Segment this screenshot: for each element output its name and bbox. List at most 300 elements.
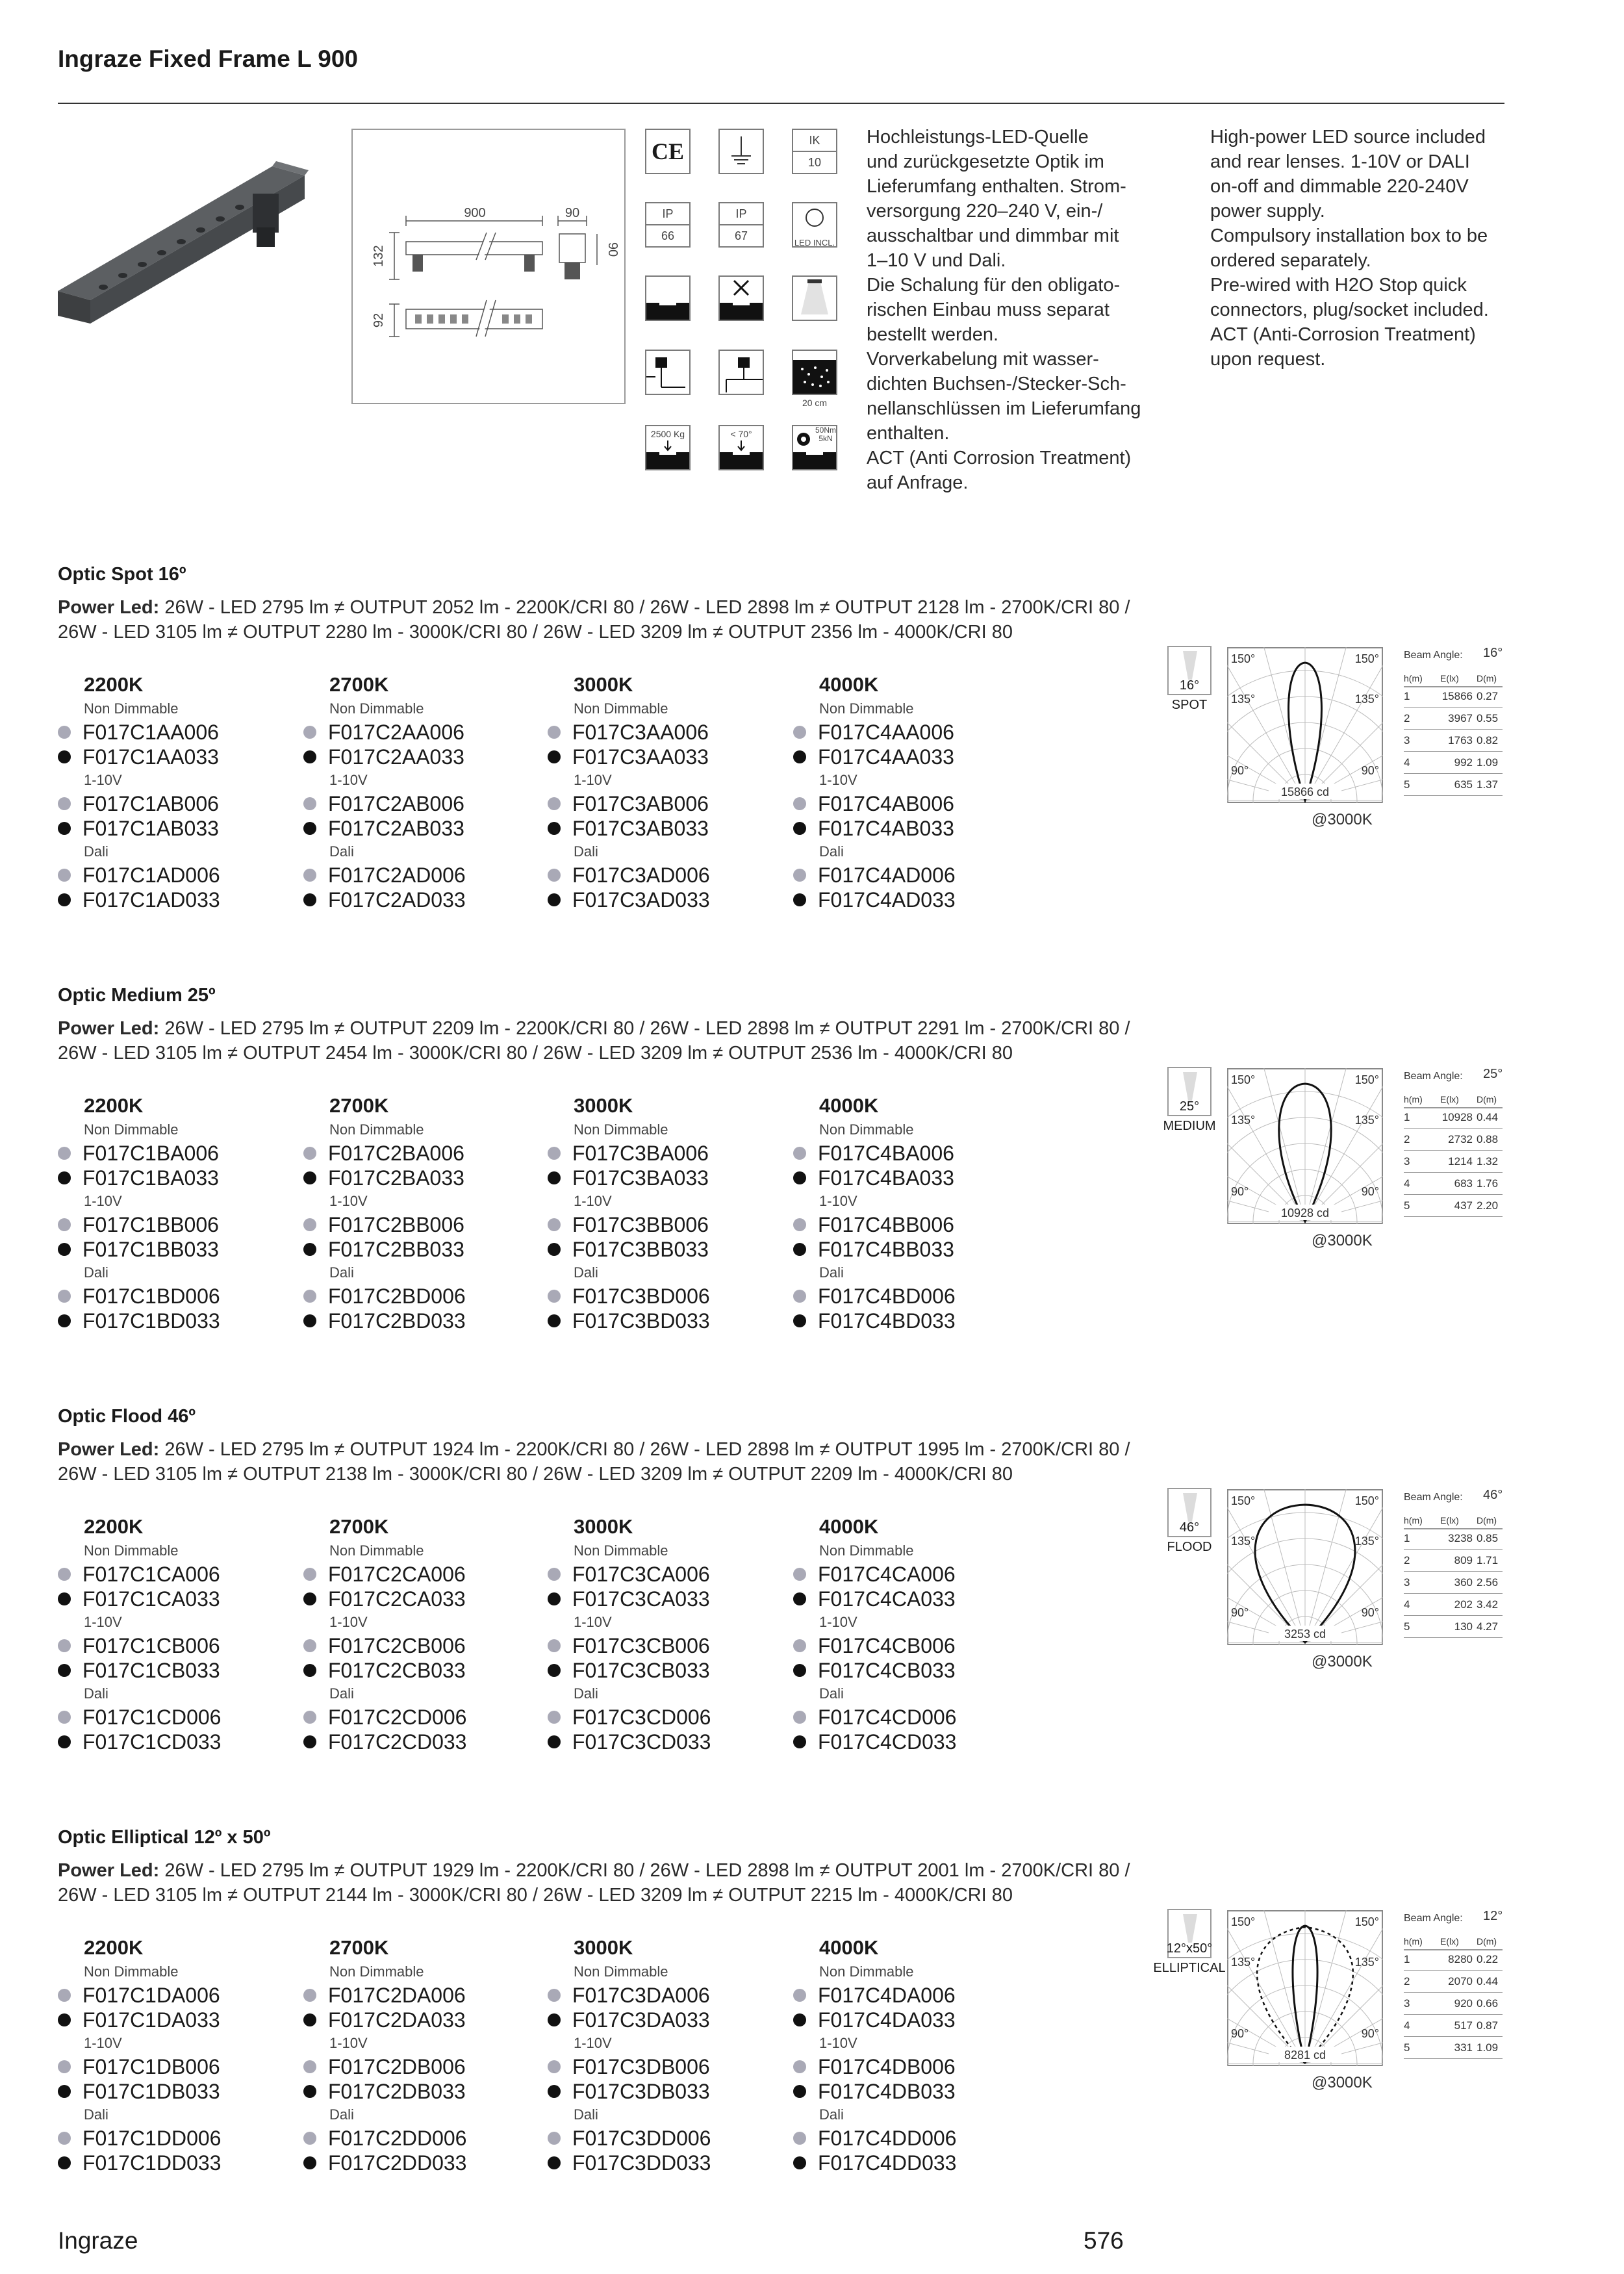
product-code-text: F017C2BD033: [328, 1309, 466, 1333]
polar-distribution-chart: [1227, 647, 1383, 803]
product-code-text: F017C4DA006: [818, 1984, 956, 2007]
dimming-type-label: Non Dimmable: [329, 1542, 424, 1559]
product-code: [58, 1212, 298, 1237]
dimming-type-label: Dali: [574, 843, 598, 860]
table-cell: 0.85: [1477, 1532, 1499, 1544]
polar-distribution-chart: [1227, 1068, 1383, 1224]
product-code-text: F017C3CA033: [572, 1587, 710, 1611]
product-code-text: F017C4AA033: [818, 745, 954, 769]
cable-entry-icon: [718, 350, 764, 395]
peak-candela-label: 10928 cd: [1280, 1207, 1330, 1220]
peak-candela-label: 3253 cd: [1284, 1628, 1326, 1641]
product-code: [548, 1166, 788, 1190]
beam-angle-badge: 46°: [1179, 1520, 1200, 1535]
grey-finish-dot: [793, 797, 806, 810]
polar-angle-label: 150°: [1231, 652, 1256, 665]
product-code-text: F017C4AB033: [818, 817, 954, 840]
table-row: [1404, 1974, 1503, 1993]
product-code-text: F017C3CD006: [572, 1706, 711, 1729]
product-code: [303, 816, 544, 841]
dimming-type-label: Dali: [574, 1264, 598, 1281]
description-line: ACT (Anti-Corrosion Treatment): [1210, 324, 1476, 345]
product-code-text: F017C1CB033: [82, 1659, 220, 1682]
optic-beam-icon: [1150, 1067, 1228, 1145]
grey-finish-dot: [303, 1218, 316, 1231]
dimming-type-label: Dali: [574, 2106, 598, 2123]
table-header-cell: h(m): [1404, 673, 1423, 683]
power-line-1: 26W - LED 2795 lm ≠ OUTPUT 1924 lm - 2200K/CRI 80 / 26W - LED 2898 lm ≠ OUTPUT 1995 lm - 2700K/CRI 80 /: [164, 1439, 1130, 1460]
description-line: Vorverkabelung mit wasser-: [867, 349, 1099, 370]
black-finish-dot: [303, 1592, 316, 1605]
product-code-text: F017C1DA033: [82, 2008, 220, 2032]
optic-title: Optic Elliptical 12º x 50º: [58, 1827, 271, 1848]
product-code: [303, 1562, 544, 1587]
black-finish-dot: [793, 1171, 806, 1184]
dimming-type-label: Non Dimmable: [329, 1121, 424, 1138]
product-code-text: F017C3BD033: [572, 1309, 710, 1333]
description-line: bestellt werden.: [867, 324, 999, 345]
table-cell: 1.71: [1477, 1554, 1499, 1566]
product-code: [303, 791, 544, 816]
grey-finish-dot: [793, 2060, 806, 2073]
product-code: [58, 1983, 298, 2008]
product-code-text: F017C4AD006: [818, 863, 956, 887]
product-code-text: F017C1AA006: [82, 721, 219, 744]
polar-angle-label: 90°: [1361, 1606, 1379, 1619]
ce-mark-icon: CE: [645, 129, 691, 174]
color-temp-column: [793, 1515, 1034, 1754]
ip66-rating-icon: IP 66: [645, 202, 691, 248]
product-code: [58, 1166, 298, 1190]
polar-angle-label: 135°: [1354, 1956, 1379, 1969]
product-code-text: F017C4DD033: [818, 2151, 957, 2175]
product-code: [793, 745, 1034, 769]
table-row: [1404, 733, 1503, 752]
color-temp-column: [548, 1094, 788, 1333]
grey-finish-dot: [303, 1711, 316, 1724]
power-line-2: 26W - LED 3105 lm ≠ OUTPUT 2138 lm - 3000K/CRI 80 / 26W - LED 3209 lm ≠ OUTPUT 2209 lm - 4000K/CRI 80: [58, 1464, 1013, 1485]
dimming-type-label: 1-10V: [329, 772, 368, 788]
product-code-text: F017C3AA006: [572, 721, 709, 744]
polar-angle-label: 90°: [1231, 764, 1249, 777]
black-finish-dot: [548, 750, 561, 763]
product-code-text: F017C2AB033: [328, 817, 464, 840]
polar-angle-label: 135°: [1231, 693, 1256, 706]
product-code: [58, 791, 298, 816]
product-code-text: F017C2DB006: [328, 2055, 466, 2078]
product-code: [58, 2151, 298, 2175]
black-finish-dot: [58, 2013, 71, 2026]
product-code-text: F017C3BB033: [572, 1238, 709, 1261]
product-code-text: F017C1AD006: [82, 863, 220, 887]
color-temp-column: [303, 1094, 544, 1333]
dimming-type-label: Dali: [84, 1264, 108, 1281]
dimming-type-label: Dali: [574, 1685, 598, 1702]
table-cell: 809: [1454, 1554, 1473, 1566]
black-finish-dot: [548, 1314, 561, 1327]
product-code-text: F017C3DB006: [572, 2055, 710, 2078]
dim-length: 900: [464, 206, 486, 220]
dimming-type-label: Dali: [84, 843, 108, 860]
product-code: [548, 2151, 788, 2175]
table-cell: 437: [1454, 1199, 1473, 1212]
product-code: [793, 1705, 1034, 1730]
product-code-text: F017C2CD033: [328, 1730, 467, 1754]
grey-finish-dot: [58, 726, 71, 739]
description-line: rischen Einbau muss separat: [867, 300, 1110, 320]
product-code-text: F017C4AD033: [818, 888, 956, 912]
table-cell: 331: [1454, 2041, 1473, 2054]
table-header-row: [1404, 1514, 1503, 1529]
table-header-row: [1404, 1093, 1503, 1108]
description-line: Pre-wired with H2O Stop quick: [1210, 275, 1467, 296]
product-code-text: F017C2CB006: [328, 1634, 466, 1657]
black-finish-dot: [303, 2156, 316, 2169]
grey-finish-dot: [793, 1290, 806, 1303]
product-code-text: F017C4DD006: [818, 2127, 957, 2150]
table-cell: 1.76: [1477, 1177, 1499, 1190]
product-code-text: F017C2BD006: [328, 1284, 466, 1308]
product-code-text: F017C1BB033: [82, 1238, 219, 1261]
product-code-text: F017C2BA006: [328, 1142, 464, 1165]
grey-finish-dot: [303, 726, 316, 739]
product-code: [793, 1237, 1034, 1262]
polar-angle-label: 90°: [1361, 2027, 1379, 2040]
grey-finish-dot: [548, 1711, 561, 1724]
table-cell: 1: [1404, 690, 1410, 702]
table-cell: 0.55: [1477, 712, 1499, 724]
color-temp-column: [58, 1094, 298, 1333]
wiring-icon: [645, 350, 691, 395]
table-cell: 1763: [1448, 734, 1473, 747]
table-header-cell: E(lx): [1440, 1094, 1459, 1105]
grey-finish-dot: [58, 1147, 71, 1160]
product-code: [303, 1309, 544, 1333]
light-beam-icon: [792, 275, 837, 321]
optic-title: Optic Medium 25º: [58, 985, 216, 1006]
product-code-text: F017C2DD033: [328, 2151, 467, 2175]
product-code-text: F017C4BA033: [818, 1166, 954, 1190]
product-code: [58, 1237, 298, 1262]
product-code: [58, 2008, 298, 2032]
dimming-type-label: 1-10V: [329, 1193, 368, 1209]
table-row: [1404, 711, 1503, 730]
polar-distribution-chart: [1227, 1910, 1383, 2066]
product-code: [58, 720, 298, 745]
table-row: [1404, 689, 1503, 708]
grey-finish-dot: [548, 1568, 561, 1581]
grey-finish-dot: [793, 1568, 806, 1581]
led-included-label: LED INCL.: [794, 238, 835, 248]
description-line: ACT (Anti Corrosion Treatment): [867, 448, 1132, 468]
description-line: upon request.: [1210, 349, 1326, 370]
color-temp-heading: 3000K: [574, 1515, 633, 1538]
optic-title: Optic Flood 46º: [58, 1406, 196, 1427]
product-code: [303, 1633, 544, 1658]
product-code: [548, 1141, 788, 1166]
black-finish-dot: [303, 822, 316, 835]
description-line: nellanschlüssen im Lieferumfang: [867, 398, 1141, 419]
grey-finish-dot: [303, 1147, 316, 1160]
product-code: [548, 1284, 788, 1309]
product-code-text: F017C4AB006: [818, 792, 954, 815]
description-english: [1210, 125, 1522, 372]
description-line: ordered separately.: [1210, 250, 1371, 271]
dimming-type-label: 1-10V: [819, 2035, 857, 2051]
grey-finish-dot: [793, 1639, 806, 1652]
product-code-text: F017C2DA006: [328, 1984, 466, 2007]
burial-distance-icon: [792, 350, 837, 395]
table-cell: 1.32: [1477, 1155, 1499, 1168]
optic-type-name: ELLIPTICAL: [1153, 1961, 1226, 1975]
product-code-text: F017C2CA033: [328, 1587, 466, 1611]
table-cell: 2.56: [1477, 1576, 1499, 1589]
black-finish-dot: [303, 750, 316, 763]
product-code: [548, 1633, 788, 1658]
product-code: [58, 1705, 298, 1730]
polar-angle-label: 90°: [1361, 1185, 1379, 1198]
grey-finish-dot: [303, 1989, 316, 2002]
product-code-text: F017C4DA033: [818, 2008, 956, 2032]
table-row: [1404, 777, 1503, 796]
grey-finish-dot: [58, 1989, 71, 2002]
beam-angle-value: 16°: [1483, 646, 1503, 660]
product-code: [303, 1587, 544, 1611]
product-code-text: F017C4DB033: [818, 2080, 956, 2103]
product-code-text: F017C1BD006: [82, 1284, 220, 1308]
product-code: [793, 888, 1034, 912]
product-code-text: F017C1BA033: [82, 1166, 219, 1190]
grey-finish-dot: [793, 726, 806, 739]
product-code: [58, 863, 298, 888]
product-code-text: F017C4DB006: [818, 2055, 956, 2078]
product-code: [793, 1730, 1034, 1754]
ip67-rating-icon: IP 67: [718, 202, 764, 248]
grey-finish-dot: [793, 1218, 806, 1231]
black-finish-dot: [58, 2085, 71, 2098]
product-code-text: F017C4CA006: [818, 1563, 956, 1586]
dimming-type-label: 1-10V: [84, 1614, 122, 1630]
table-cell: 0.44: [1477, 1975, 1499, 1987]
table-cell: 2: [1404, 1554, 1410, 1566]
table-cell: 1: [1404, 1111, 1410, 1123]
product-code: [793, 1141, 1034, 1166]
product-code-text: F017C2BB006: [328, 1213, 464, 1236]
black-finish-dot: [303, 1171, 316, 1184]
product-code: [303, 888, 544, 912]
optic-type-name: FLOOD: [1167, 1540, 1212, 1554]
black-finish-dot: [548, 2013, 561, 2026]
table-cell: 0.22: [1477, 1953, 1499, 1965]
dimming-type-label: 1-10V: [329, 2035, 368, 2051]
color-temp-heading: 4000K: [819, 1094, 879, 1117]
table-cell: 2.20: [1477, 1199, 1499, 1212]
description-line: power supply.: [1210, 201, 1325, 222]
grey-finish-dot: [303, 1568, 316, 1581]
product-code: [548, 1983, 788, 2008]
table-cell: 635: [1454, 778, 1473, 791]
product-code: [548, 1562, 788, 1587]
product-code: [58, 1730, 298, 1754]
optic-section: [58, 564, 1552, 928]
product-code-text: F017C1AA033: [82, 745, 219, 769]
table-cell: 3.42: [1477, 1598, 1499, 1611]
table-cell: 3: [1404, 734, 1410, 747]
color-temp-heading: 3000K: [574, 1094, 633, 1117]
power-line-1: 26W - LED 2795 lm ≠ OUTPUT 2209 lm - 2200K/CRI 80 / 26W - LED 2898 lm ≠ OUTPUT 2291 lm - 2700K/CRI 80 /: [164, 1018, 1130, 1039]
polar-angle-label: 150°: [1231, 1494, 1256, 1507]
product-code-text: F017C3DA006: [572, 1984, 710, 2007]
black-finish-dot: [303, 1314, 316, 1327]
table-cell: 1: [1404, 1953, 1410, 1965]
product-code-text: F017C3DB033: [572, 2080, 710, 2103]
dimming-type-label: Dali: [819, 1685, 844, 1702]
color-temp-column: [793, 1094, 1034, 1333]
product-code-text: F017C4BA006: [818, 1142, 954, 1165]
beam-angle-value: 25°: [1483, 1067, 1503, 1081]
product-code: [793, 791, 1034, 816]
dimming-type-label: 1-10V: [819, 1193, 857, 1209]
table-row: [1404, 1553, 1503, 1572]
black-finish-dot: [303, 1243, 316, 1256]
power-line-2: 26W - LED 3105 lm ≠ OUTPUT 2280 lm - 3000K/CRI 80 / 26W - LED 3209 lm ≠ OUTPUT 2356 lm - 4000K/CRI 80: [58, 622, 1013, 643]
product-code-text: F017C3BB006: [572, 1213, 709, 1236]
table-cell: 0.87: [1477, 2019, 1499, 2032]
dimming-type-label: 1-10V: [84, 1193, 122, 1209]
polar-angle-label: 90°: [1231, 1185, 1249, 1198]
product-code: [548, 720, 788, 745]
polar-angle-label: 135°: [1231, 1956, 1256, 1969]
table-cell: 4: [1404, 2019, 1410, 2032]
beam-angle-label: Beam Angle:: [1404, 1071, 1463, 1082]
grey-finish-dot: [303, 1639, 316, 1652]
header-divider: [58, 103, 1504, 104]
product-code: [58, 1284, 298, 1309]
description-german: [867, 125, 1178, 495]
product-code: [548, 1705, 788, 1730]
product-code-text: F017C1AB006: [82, 792, 219, 815]
class-insulation-icon: [718, 129, 764, 174]
table-row: [1404, 755, 1503, 774]
black-finish-dot: [548, 2085, 561, 2098]
table-row: [1404, 1176, 1503, 1195]
color-temp-heading: 4000K: [819, 1515, 879, 1538]
product-code: [548, 1587, 788, 1611]
table-cell: 992: [1454, 756, 1473, 769]
product-code-text: F017C1AD033: [82, 888, 220, 912]
black-finish-dot: [303, 893, 316, 906]
product-code-text: F017C3DA033: [572, 2008, 710, 2032]
product-code-text: F017C4CB033: [818, 1659, 956, 1682]
table-cell: 1: [1404, 1532, 1410, 1544]
table-cell: 2: [1404, 712, 1410, 724]
product-image: [58, 129, 311, 350]
color-temp-heading: 2200K: [84, 673, 144, 696]
product-code-text: F017C2AD033: [328, 888, 466, 912]
black-finish-dot: [548, 893, 561, 906]
optic-title: Optic Spot 16º: [58, 564, 186, 585]
product-code: [548, 2079, 788, 2104]
black-finish-dot: [548, 1735, 561, 1748]
description-line: and rear lenses. 1-10V or DALI: [1210, 151, 1470, 172]
polar-angle-label: 90°: [1361, 764, 1379, 777]
color-temp-column: [58, 1936, 298, 2175]
table-row: [1404, 2040, 1503, 2059]
dim-depth: 92: [372, 313, 386, 328]
product-code-text: F017C3AD006: [572, 863, 710, 887]
table-cell: 920: [1454, 1997, 1473, 2010]
product-code: [793, 863, 1034, 888]
black-finish-dot: [793, 1243, 806, 1256]
table-cell: 1.09: [1477, 2041, 1499, 2054]
dimming-type-label: Dali: [329, 843, 354, 860]
grey-finish-dot: [548, 1290, 561, 1303]
grey-finish-dot: [58, 1711, 71, 1724]
grey-finish-dot: [548, 2132, 561, 2145]
polar-distribution-chart: [1227, 1489, 1383, 1645]
black-finish-dot: [793, 1664, 806, 1677]
polar-angle-label: 150°: [1231, 1915, 1256, 1928]
product-code-text: F017C1AB033: [82, 817, 219, 840]
table-cell: 4.27: [1477, 1620, 1499, 1633]
power-led-spec: [58, 1437, 1454, 1487]
table-cell: 130: [1454, 1620, 1473, 1633]
table-cell: 202: [1454, 1598, 1473, 1611]
color-temp-column: [58, 673, 298, 912]
color-temp-heading: 2700K: [329, 1936, 389, 1959]
polar-angle-label: 135°: [1354, 1535, 1379, 1548]
product-code: [303, 1212, 544, 1237]
color-temp-heading: 4000K: [819, 673, 879, 696]
description-line: auf Anfrage.: [867, 472, 969, 493]
table-row: [1404, 1198, 1503, 1217]
dimming-type-label: 1-10V: [329, 1614, 368, 1630]
product-code: [303, 2054, 544, 2079]
description-line: enthalten.: [867, 423, 950, 444]
power-led-spec: [58, 595, 1454, 645]
table-cell: 1214: [1448, 1155, 1473, 1168]
product-code: [793, 2126, 1034, 2151]
table-cell: 0.66: [1477, 1997, 1499, 2010]
product-code-text: F017C3BD006: [572, 1284, 710, 1308]
description-line: ausschaltbar und dimmbar mit: [867, 225, 1119, 246]
black-finish-dot: [548, 1664, 561, 1677]
table-cell: 1.09: [1477, 756, 1499, 769]
table-header-cell: E(lx): [1440, 673, 1459, 683]
certification-icons: [645, 129, 846, 479]
no-cover-icon: [718, 275, 764, 321]
product-code: [793, 1983, 1034, 2008]
grey-finish-dot: [58, 869, 71, 882]
table-header-cell: h(m): [1404, 1094, 1423, 1105]
product-code-text: F017C4CD033: [818, 1730, 957, 1754]
reference-cct-label: @3000K: [1312, 1653, 1373, 1670]
table-header-cell: D(m): [1477, 673, 1497, 683]
product-code: [793, 1309, 1034, 1333]
grey-finish-dot: [548, 1639, 561, 1652]
color-temp-column: [58, 1515, 298, 1754]
grey-finish-dot: [548, 1989, 561, 2002]
color-temp-heading: 3000K: [574, 1936, 633, 1959]
color-temp-heading: 2700K: [329, 673, 389, 696]
beam-angle-label: Beam Angle:: [1404, 1492, 1463, 1503]
polar-angle-label: 135°: [1354, 693, 1379, 706]
reference-cct-label: @3000K: [1312, 2074, 1373, 2091]
color-temp-heading: 2200K: [84, 1515, 144, 1538]
table-cell: 8280: [1448, 1953, 1473, 1965]
product-code: [303, 1237, 544, 1262]
beam-angle-value: 12°: [1483, 1909, 1503, 1923]
